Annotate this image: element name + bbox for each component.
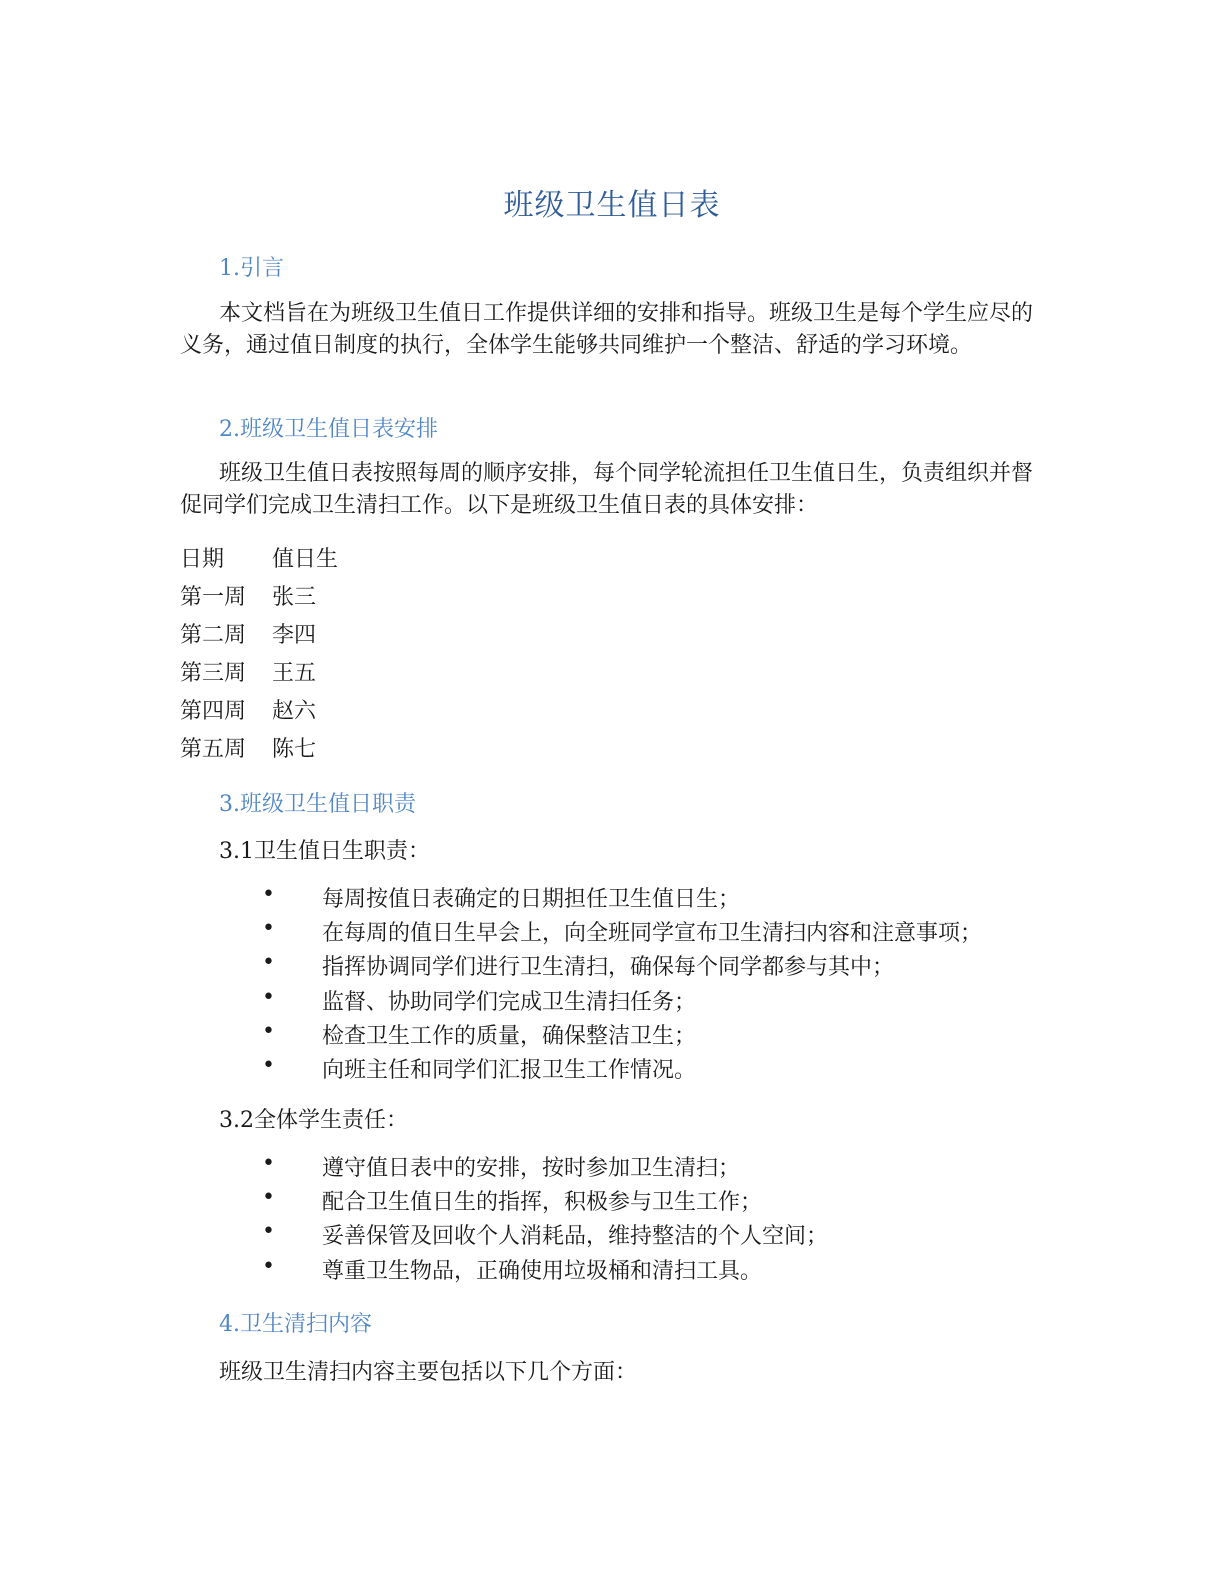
schedule-week: 第一周 [180,585,247,610]
bullet-icon: • [262,950,275,975]
schedule-person: 赵六 [272,699,317,724]
bullet-icon: • [262,1185,275,1210]
bullet-icon: • [262,985,275,1010]
schedule-week: 第四周 [180,699,247,724]
subsection-title-monitor: 3.1卫生值日生职责： [219,839,430,864]
content-paragraph: 班级卫生清扫内容主要包括以下几个方面： [219,1360,638,1385]
schedule-person: 张三 [272,585,317,610]
section-heading-intro: 1.引言 [219,256,284,281]
intro-paragraph: 本文档旨在为班级卫生值日工作提供详细的安排和指导。班级卫生是每个学生应尽的义务，通过值日制度的执行，全体学生能够共同维护一个整洁、舒适的学习环境。 [180,301,1034,358]
schedule-week: 第二周 [180,623,247,648]
list-item-text: 配合卫生值日生的指挥，积极参与卫生工作； [322,1190,763,1215]
bullet-icon: • [262,1053,275,1078]
schedule-week: 第五周 [180,737,247,762]
schedule-person: 陈七 [272,737,317,762]
schedule-person: 王五 [272,661,317,686]
schedule-person: 李四 [272,623,317,648]
list-item-text: 尊重卫生物品，正确使用垃圾桶和清扫工具。 [322,1259,763,1284]
schedule-week: 第三周 [180,661,247,686]
section-heading-content: 4.卫生清扫内容 [219,1312,372,1337]
bullet-icon: • [262,916,275,941]
list-item-text: 在每周的值日生早会上，向全班同学宣布卫生清扫内容和注意事项； [322,921,983,946]
section-heading-schedule: 2.班级卫生值日表安排 [219,417,438,442]
section-heading-duties: 3.班级卫生值日职责 [219,792,416,817]
subsection-title-students: 3.2全体学生责任： [219,1108,408,1133]
bullet-icon: • [262,1219,275,1244]
bullet-icon: • [262,1254,275,1279]
list-item-text: 遵守值日表中的安排，按时参加卫生清扫； [322,1156,741,1181]
list-item-text: 检查卫生工作的质量，确保整洁卫生； [322,1024,697,1049]
bullet-icon: • [262,882,275,907]
schedule-header-person: 值日生 [272,547,339,572]
list-item-text: 每周按值日表确定的日期担任卫生值日生； [322,887,741,912]
list-item-text: 向班主任和同学们汇报卫生工作情况。 [322,1058,697,1083]
list-item-text: 妥善保管及回收个人消耗品，维持整洁的个人空间； [322,1224,829,1249]
schedule-paragraph: 班级卫生值日表按照每周的顺序安排，每个同学轮流担任卫生值日生，负责组织并督促同学们完成卫生清扫工作。以下是班级卫生值日表的具体安排： [180,461,1034,518]
list-item-text: 指挥协调同学们进行卫生清扫，确保每个同学都参与其中； [322,955,895,980]
schedule-header-date: 日期 [180,547,225,572]
bullet-icon: • [262,1151,275,1176]
bullet-icon: • [262,1019,275,1044]
document-title: 班级卫生值日表 [503,188,721,223]
list-item-text: 监督、协助同学们完成卫生清扫任务； [322,990,697,1015]
